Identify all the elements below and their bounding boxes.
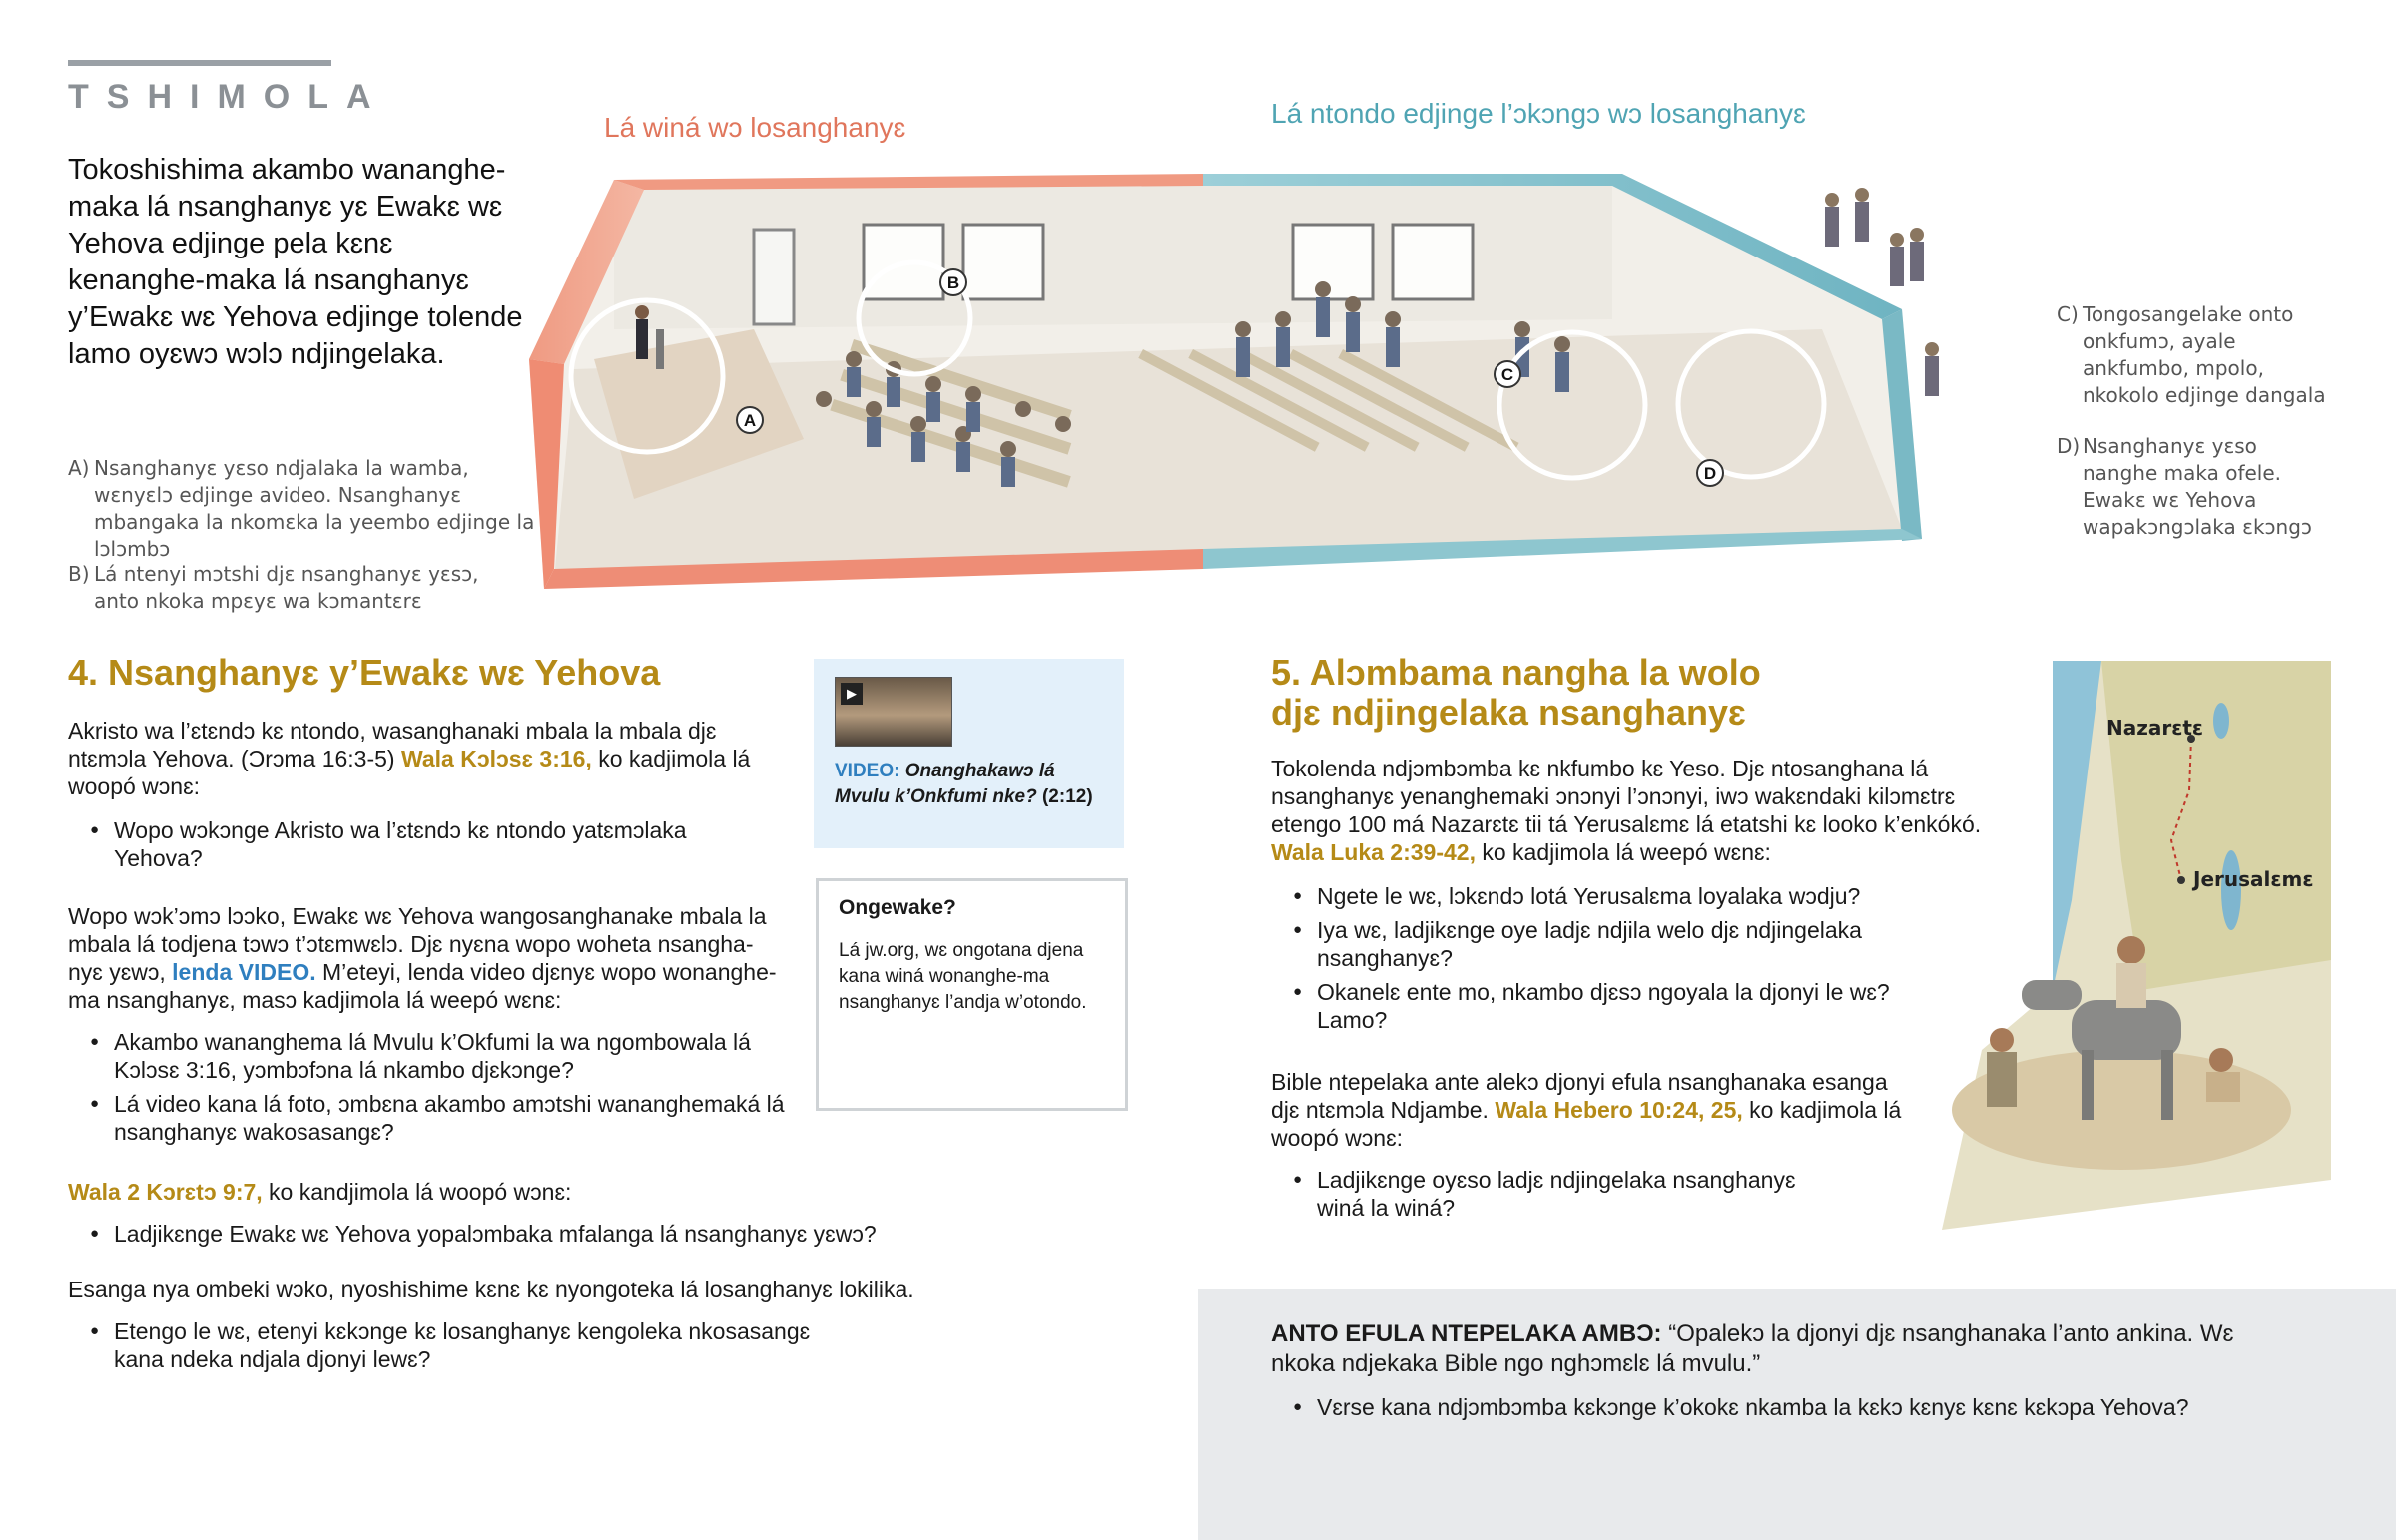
note-b [68, 561, 507, 615]
marker-c: C [1500, 365, 1514, 384]
page-kicker: TSHIMOLA [68, 78, 389, 116]
section-4-p1-text: Akristo wa l’ɛtɛndɔ kɛ ntondo, wasanghanaki mbala la mbala djɛ ntɛmɔla Yehova. (Ɔrɔma 16:3-5) [68, 718, 717, 771]
video-caption [835, 759, 1114, 810]
question-item: ● Iya wɛ, ladjikɛnge oye ladjɛ ndjila welo djɛ ndjingelaka nsanghanyɛ? [1271, 916, 1890, 972]
did-you-know-text: Lá jw.org, wɛ ongotana djena kana winá wonanghe-ma nsanghanyɛ l’andja w’otondo. [839, 940, 1087, 1013]
question-item: ● Ngete le wɛ, lɔkɛndɔ lotá Yerusalɛma loyalaka wɔdju? [1271, 882, 1890, 910]
section-4-list-4 [68, 1317, 837, 1379]
scripture-link-corinthians[interactable]: Wala 2 Kɔrɛtɔ 9:7, [68, 1179, 263, 1205]
marker-d: D [1703, 464, 1717, 483]
question-item: ● Okanelɛ ente mo, nkambo djɛsɔ ngoyala la djonyi le wɛ? Lamo? [1271, 978, 1890, 1034]
video-duration: (2:12) [1041, 786, 1093, 807]
marker-a: A [743, 411, 757, 430]
section-5-title-line-2: djɛ ndjingelaka nsanghanyɛ [1271, 692, 1746, 733]
top-rule [68, 60, 331, 66]
video-link[interactable]: lenda VIDEO. [172, 959, 316, 985]
section-4-list-1 [68, 816, 757, 878]
scripture-link-hebrews[interactable]: Wala Hebero 10:24, 25, [1495, 1097, 1743, 1123]
section-4-title: 4. Nsanghanyɛ y’Ewakɛ wɛ Yehova [68, 652, 661, 693]
section-5-paragraph-2 [1271, 1068, 1910, 1152]
question-item: ● Ladjikɛnge Ewakɛ wɛ Yehova yopalɔmbaka mfalanga lá nsanghanyɛ yɛwɔ? [68, 1220, 926, 1248]
section-5-paragraph-1 [1271, 755, 2000, 866]
section-5-p1-after: ko kadjimola lá weepó wɛnɛ: [1475, 839, 1771, 865]
note-d-key: D) [2057, 434, 2081, 458]
note-c-text: Tongosangelake onto onkfumɔ, ayale ankfumbo, mpolo, nkokolo edjinge dangala [2083, 302, 2326, 407]
intro-text: Tokoshishima akambo wananghe-maka lá nsanghanyɛ yɛ Ewakɛ wɛ Yehova edjinge pela kɛnɛ kenanghe-maka lá nsanghanyɛ y’Ewakɛ wɛ Yehova edjinge tolende lamo oyɛwɔ wɔlɔ ndjingelaka. [68, 154, 523, 370]
map-label-nazareth: Nazarɛtɛ [2106, 716, 2204, 740]
section-4-paragraph-1 [68, 717, 767, 800]
note-c-key: C) [2057, 302, 2079, 326]
section-5-title-line-1: 5. Alɔmbama nangha la wolo [1271, 652, 1761, 693]
section-4-paragraph-4: Esanga nya ombeki wɔko, nyoshishime kɛnɛ kɛ nyongoteka lá losanghanyɛ lokilika. [68, 1277, 914, 1302]
section-4-paragraph-3 [68, 1178, 767, 1206]
section-4-list-3 [68, 1220, 926, 1254]
section-5-p1-text: Tokolenda ndjɔmbɔmba kɛ nkfumbo kɛ Yeso. Djɛ ntosanghana lá nsanghanyɛ yenanghemaki ɔnɔnyi l’ɔnɔnyi, iwɔ wakɛndaki kilɔmɛtrɛ etengo 100 má Nazarɛtɛ tii tá Yerusalɛmɛ lá etatshi kɛ looko k’enkókó. [1271, 756, 1982, 837]
video-title[interactable]: Onanghakawɔ lá Mvulu k’Onkfumi nke? [835, 761, 1055, 807]
did-you-know-title: Ongewake? [839, 896, 956, 919]
map-label-jerusalem: Jerusalɛmɛ [2193, 867, 2314, 891]
section-4-p1-after: ko kadjimola lá woopó wɔnɛ: [68, 746, 751, 799]
question-item: ● Lá video kana lá foto, ɔmbɛna akambo amɔtshi wananghemaká lá nsanghanyɛ wakosasangɛ? [68, 1090, 787, 1146]
section-5-list-2 [1271, 1166, 1830, 1228]
marker-b: B [946, 273, 960, 292]
question-item: ● Ladjikɛnge oyɛso ladjɛ ndjingelaka nsanghanyɛ winá la winá? [1271, 1166, 1830, 1222]
section-4-p2-after: M’eteyi, lenda video djɛnyɛ wopo wonanghe-ma nsanghanyɛ, masɔ kadjimola lá weepó wɛnɛ: [68, 959, 777, 1013]
section-5-list-1 [1271, 882, 1890, 1040]
note-a-key: A) [68, 456, 90, 480]
video-label: VIDEO: [835, 761, 900, 781]
journey-map-illustration [1922, 661, 2376, 1230]
common-view-list [1271, 1393, 2269, 1427]
section-4-list-2 [68, 1028, 787, 1152]
section-4-p2-text: Wopo wɔk’ɔmɔ lɔɔko, Ewakɛ wɛ Yehova wangosanghanake mbala la mbala lá todjena tɔwɔ t’ɔtɛmwɛlɔ. Djɛ nyɛna wopo woheta nsangha-nyɛ yɛwɔ, [68, 903, 767, 985]
common-view-quote: “Opalekɔ la djonyi djɛ nsanghanaka l’anto ankina. Wɛ nkoka ndjekaka Bible ngo nghɔmɛlɛ lá mvulu.” [1271, 1320, 2234, 1377]
note-a-text: Nsanghanyɛ yɛso ndjalaka la wamba, wɛnyɛlɔ edjinge avideo. Nsanghanyɛ mbangaka la nkomɛka la yeembo edjinge la lɔlɔmbɔ [94, 456, 535, 561]
note-b-key: B) [68, 562, 90, 586]
common-view-text [1271, 1319, 2269, 1379]
note-d-text: Nsanghanyɛ yɛso nanghe maka ofele. Ewakɛ wɛ Yehova wapakɔngɔlaka ɛkɔngɔ [2083, 434, 2312, 539]
illustration-label-before-after: Lá ntondo edjinge l’ɔkɔngɔ wɔ losanghanyɛ [1271, 98, 1806, 129]
section-4-p3-after: ko kandjimola lá woopó wɔnɛ: [262, 1179, 572, 1205]
section-5-title [1271, 653, 1830, 733]
note-d [2057, 433, 2316, 541]
question-item: ● Akambo wananghema lá Mvulu k’Okfumi la wa ngombowala lá Kɔlɔsɛ 3:16, yɔmbɔfɔna lá nkambo djɛkɔnge? [68, 1028, 787, 1084]
note-c [2057, 301, 2346, 409]
question-item: ● Vɛrse kana ndjɔmbɔmba kɛkɔnge k’okokɛ nkamba la kɛkɔ kɛnyɛ kɛnɛ kɛkɔpa Yehova? [1271, 1393, 2269, 1421]
scripture-link-colossians[interactable]: Wala Kɔlɔsɛ 3:16, [400, 746, 592, 771]
section-4-paragraph-2 [68, 902, 777, 1014]
kingdom-hall-illustration [524, 170, 1942, 609]
scripture-link-luke[interactable]: Wala Luka 2:39-42, [1271, 839, 1476, 865]
play-icon[interactable]: ▶ [841, 683, 863, 705]
illustration-label-during: Lá winá wɔ losanghanyɛ [604, 112, 906, 143]
section-5-p2-text: Bible ntepelaka ante alekɔ djonyi efula nsanghanaka esanga djɛ ntɛmɔla Ndjambe. [1271, 1069, 1888, 1123]
note-a [68, 455, 537, 563]
question-item: ● Etengo le wɛ, etenyi kɛkɔnge kɛ losanghanyɛ kengoleka nkosasangɛ kana ndeka ndjala djonyi lewɛ? [68, 1317, 837, 1373]
section-5-p2-after: ko kadjimola lá woopó wɔnɛ: [1271, 1097, 1902, 1151]
question-item: ● Wopo wɔkɔnge Akristo wa l’ɛtɛndɔ kɛ ntondo yatɛmɔlaka Yehova? [68, 816, 757, 872]
note-b-text: Lá ntenyi mɔtshi djɛ nsanghanyɛ yɛsɔ, anto nkoka mpɛyɛ wa kɔmantɛrɛ [94, 562, 479, 613]
common-view-heading: ANTO EFULA NTEPELAKA AMBƆ: [1271, 1320, 1662, 1347]
